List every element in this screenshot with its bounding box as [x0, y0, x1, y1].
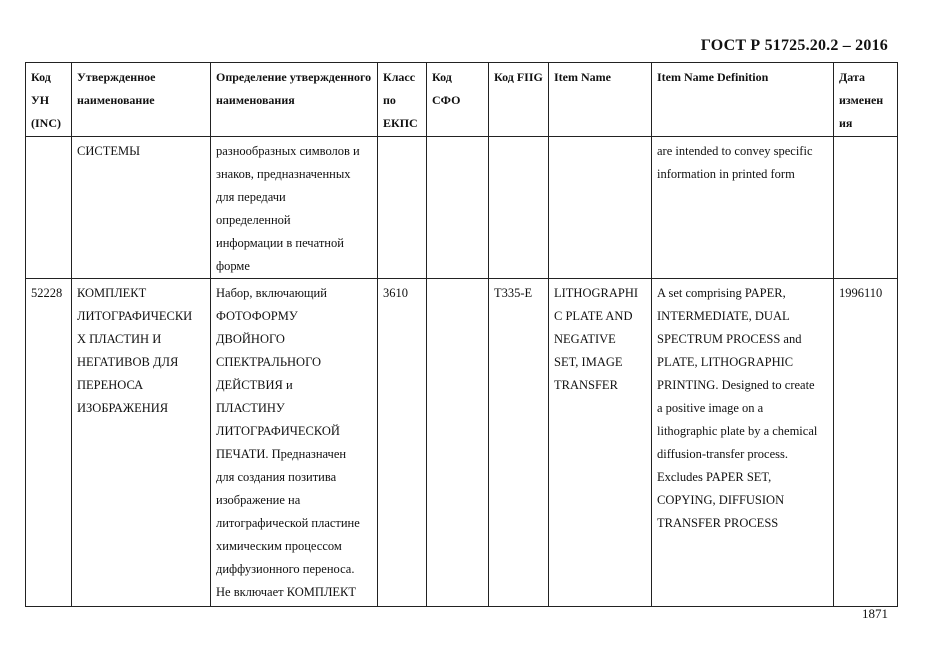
column-header-item-name: Item Name [549, 63, 652, 137]
cell-sfo-code [427, 279, 489, 607]
column-header-fiig-code: Код FIIG [489, 63, 549, 137]
column-header-name-definition-ru: Определение утвержденного наименования [211, 63, 378, 137]
cell-item-name-definition: are intended to convey specific information in printed form [652, 137, 834, 279]
cell-name-definition-ru: Набор, включающий ФОТОФОРМУ ДВОЙНОГО СПЕКТРАЛЬНОГО ДЕЙСТВИЯ и ПЛАСТИНУ ЛИТОГРАФИЧЕСКОЙ ПЕЧАТИ. Предназначен для создания позитива изображение на литографической пластине химическим процессом диффузионного переноса. Не включает КОМПЛЕКТ [211, 279, 378, 607]
column-header-inc-code: Код УН (INC) [26, 63, 72, 137]
column-header-item-name-definition: Item Name Definition [652, 63, 834, 137]
cell-change-date [834, 137, 898, 279]
classification-table [25, 62, 898, 607]
column-header-ekps-class: Класс по ЕКПС [378, 63, 427, 137]
table-row [26, 137, 898, 279]
cell-approved-name: СИСТЕМЫ [72, 137, 211, 279]
cell-item-name-definition: A set comprising PAPER, INTERMEDIATE, DUAL SPECTRUM PROCESS and PLATE, LITHOGRAPHIC PRINTING. Designed to create a positive image on a lithographic plate by a chemical diffusion-transfer process. Excludes PAPER SET, COPYING, DIFFUSION TRANSFER PROCESS [652, 279, 834, 607]
cell-inc-code: 52228 [26, 279, 72, 607]
table-row [26, 279, 898, 607]
cell-inc-code [26, 137, 72, 279]
cell-ekps-class: 3610 [378, 279, 427, 607]
column-header-change-date: Дата изменен ия [834, 63, 898, 137]
cell-sfo-code [427, 137, 489, 279]
cell-item-name: LITHOGRAPHI C PLATE AND NEGATIVE SET, IMAGE TRANSFER [549, 279, 652, 607]
cell-fiig-code: T335-E [489, 279, 549, 607]
page-number: 1871 [862, 606, 888, 621]
column-header-approved-name: Утвержденное наименование [72, 63, 211, 137]
table-header-row [26, 63, 898, 137]
cell-fiig-code [489, 137, 549, 279]
cell-change-date: 1996110 [834, 279, 898, 607]
cell-approved-name: КОМПЛЕКТ ЛИТОГРАФИЧЕСКИ Х ПЛАСТИН И НЕГАТИВОВ ДЛЯ ПЕРЕНОСА ИЗОБРАЖЕНИЯ [72, 279, 211, 607]
column-header-sfo-code: Код СФО [427, 63, 489, 137]
cell-item-name [549, 137, 652, 279]
cell-ekps-class [378, 137, 427, 279]
document-standard-header: ГОСТ Р 51725.20.2 – 2016 [700, 37, 888, 54]
cell-name-definition-ru: разнообразных символов и знаков, предназначенных для передачи определенной информации в печатной форме [211, 137, 378, 279]
